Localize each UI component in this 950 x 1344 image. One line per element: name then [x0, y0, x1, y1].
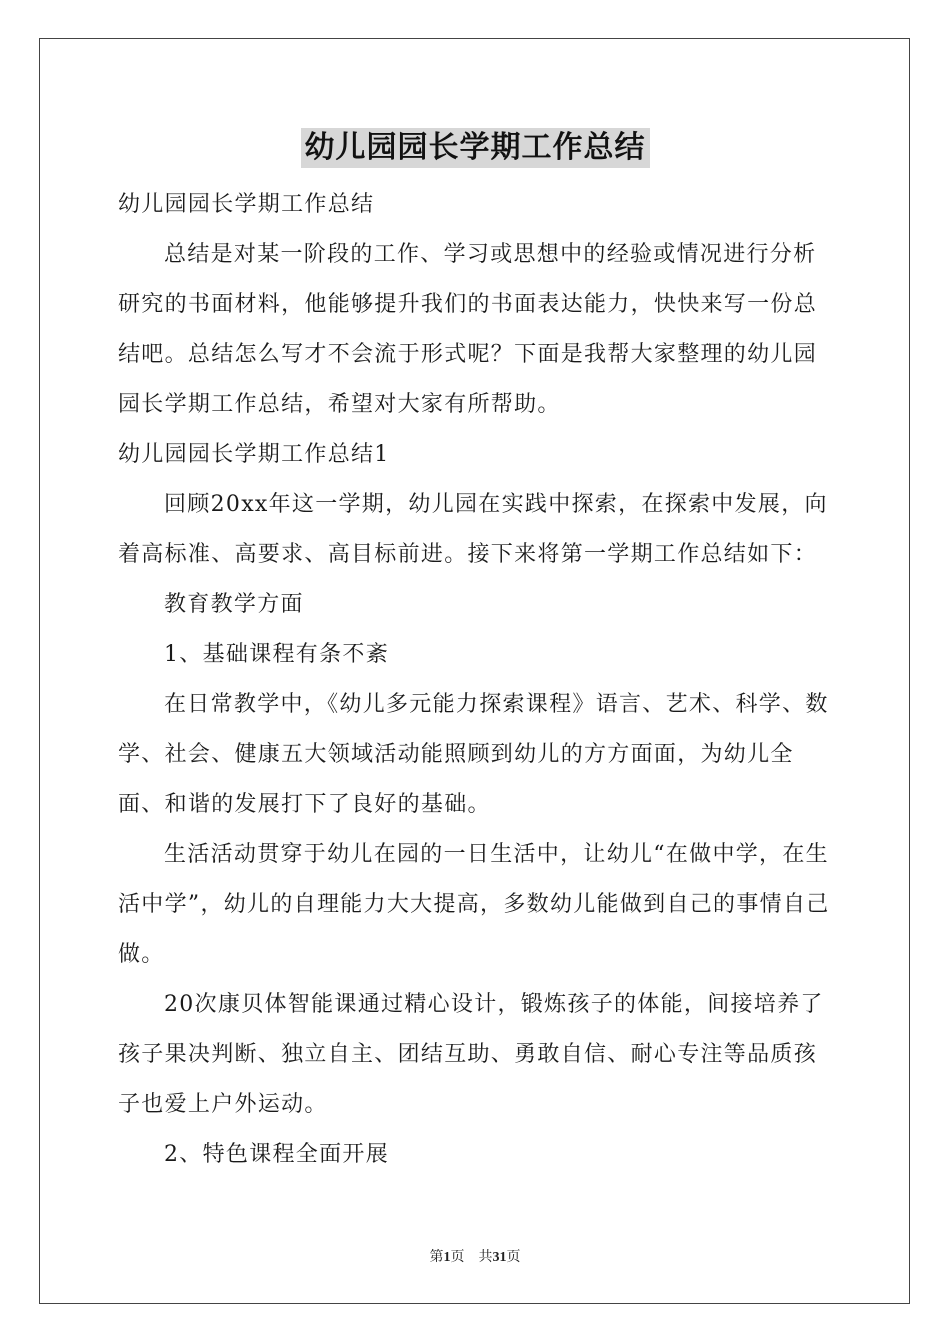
footer-current-page: 1 [443, 1250, 451, 1265]
review-paragraph: 回顾20xx年这一学期，幼儿园在实践中探索，在探索中发展，向着高标准、高要求、高目标前进。接下来将第一学期工作总结如下： [118, 492, 828, 567]
subtitle-paragraph: 幼儿园园长学期工作总结 [118, 192, 375, 217]
special-courses-heading: 2、特色课程全面开展 [164, 1142, 389, 1167]
section-heading: 幼儿园园长学期工作总结1 [118, 442, 390, 467]
title-container [0, 128, 950, 168]
life-activity-paragraph: 生活活动贯穿于幼儿在园的一日生活中，让幼儿“在做中学，在生活中学”，幼儿的自理能力大大提高，多数幼儿能做到自己的事情自己做。 [118, 842, 830, 967]
daily-teaching-paragraph: 在日常教学中，《幼儿多元能力探索课程》语言、艺术、科学、数学、社会、健康五大领域活动能照顾到幼儿的方方面面，为幼儿全面、和谐的发展打下了良好的基础。 [118, 692, 829, 817]
footer-suffix: 页 [506, 1250, 521, 1265]
footer-prefix: 第 [429, 1250, 444, 1265]
pe-course-paragraph: 20次康贝体智能课通过精心设计，锻炼孩子的体能，间接培养了孩子果决判断、独立自主、团结互助、勇敢自信、耐心专注等品质孩子也爱上户外运动。 [118, 992, 824, 1117]
intro-paragraph: 总结是对某一阶段的工作、学习或思想中的经验或情况进行分析研究的书面材料，他能够提升我们的书面表达能力，快快来写一份总结吧。总结怎么写才不会流于形式呢？下面是我帮大家整理的幼儿园园长学期工作总结，希望对大家有所帮助。 [118, 242, 818, 417]
education-heading: 教育教学方面 [164, 592, 304, 617]
document-body [118, 180, 838, 1180]
footer-total-pages: 31 [492, 1250, 507, 1265]
page-footer [0, 1246, 950, 1266]
footer-mid: 页 共 [450, 1250, 493, 1265]
basic-courses-heading: 1、基础课程有条不紊 [164, 642, 389, 667]
document-title: 幼儿园园长学期工作总结 [301, 128, 650, 168]
